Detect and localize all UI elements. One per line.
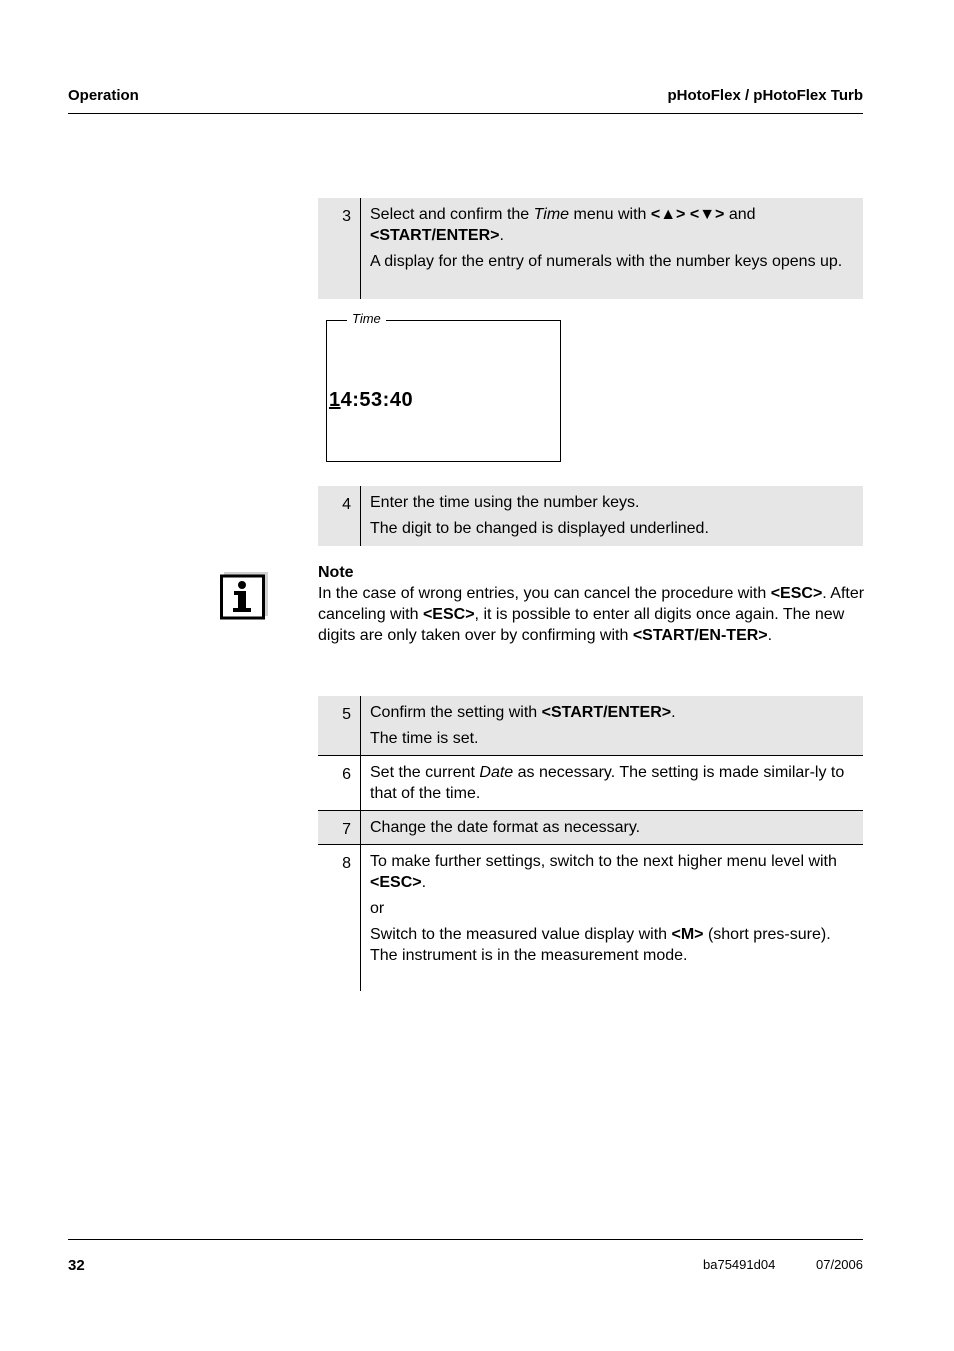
step-4 xyxy=(318,486,863,546)
step-5-result: The time is set. xyxy=(370,730,479,747)
step-text xyxy=(361,198,863,299)
key-label: <START/ENTER> xyxy=(370,227,500,244)
step-7 xyxy=(318,811,863,845)
step-8-option-2 xyxy=(370,924,853,966)
step-6 xyxy=(318,756,863,811)
step-5-instruction xyxy=(370,702,853,723)
text-run: menu with xyxy=(569,206,651,223)
time-digits: 4:53:40 xyxy=(340,389,414,411)
text-run: . xyxy=(671,704,676,721)
step-3-result: A display for the entry of numerals with the number keys opens up. xyxy=(370,253,843,270)
text-run: Confirm the setting with xyxy=(370,704,542,721)
step-3 xyxy=(318,198,863,299)
step-number: 5 xyxy=(318,696,361,755)
step-4-result: The digit to be changed is displayed underlined. xyxy=(370,520,709,537)
key-label: <START/ENTER> xyxy=(541,704,672,721)
header-rule xyxy=(68,113,863,114)
step-number: 6 xyxy=(318,756,361,810)
step-table-2 xyxy=(318,486,863,546)
key-label: <▲> <▼> xyxy=(650,206,725,223)
step-text xyxy=(361,486,863,546)
menu-name: Date xyxy=(479,764,514,781)
text-run: . xyxy=(421,874,427,891)
step-number: 7 xyxy=(318,811,361,844)
text-run: In the case of wrong entries, you can cancel the procedure with xyxy=(318,585,771,602)
step-8-result: The instrument is in the measurement mode. xyxy=(370,947,688,964)
info-icon xyxy=(220,572,268,620)
step-table-1 xyxy=(318,198,863,299)
step-text xyxy=(361,696,863,755)
step-8-option-1 xyxy=(370,851,853,893)
step-6-instruction xyxy=(370,762,853,804)
text-run: . xyxy=(767,627,773,644)
step-7-instruction: Change the date format as necessary. xyxy=(370,819,641,836)
step-text xyxy=(361,845,863,991)
step-8-or: or xyxy=(370,900,385,917)
key-label: <ESC> xyxy=(422,606,475,623)
document-date: 07/2006 xyxy=(816,1257,863,1272)
menu-name: Time xyxy=(533,206,570,223)
step-4-instruction: Enter the time using the number keys. xyxy=(370,494,640,511)
text-run: To make further settings, switch to the next higher menu level with xyxy=(370,853,837,870)
key-label: <START/EN-TER> xyxy=(632,627,768,644)
text-run: as necessary. The setting is made similar-ly to that of the time. xyxy=(370,764,845,802)
text-run: Switch to the measured value display with xyxy=(370,926,672,943)
display-legend: Time xyxy=(347,311,386,326)
footer-rule xyxy=(68,1239,863,1240)
step-text xyxy=(361,756,863,810)
step-number: 8 xyxy=(318,845,361,991)
key-label: <ESC> xyxy=(370,874,422,891)
header-section: Operation xyxy=(68,87,139,104)
text-run: Select and confirm the xyxy=(370,206,534,223)
step-text xyxy=(361,811,863,844)
step-5 xyxy=(318,696,863,756)
time-value xyxy=(329,389,413,412)
text-run: (short pres-sure). xyxy=(703,926,831,943)
key-label: <M> xyxy=(671,926,704,943)
text-run: . xyxy=(499,227,504,244)
cursor-digit: 1 xyxy=(329,389,341,411)
step-8 xyxy=(318,845,863,991)
step-number: 4 xyxy=(318,486,361,546)
text-run: , it is possible to enter all digits once again. The new digits are only taken over by confirming with xyxy=(318,606,845,644)
step-3-instruction xyxy=(370,204,853,246)
time-display xyxy=(326,311,561,462)
note-block xyxy=(318,562,866,646)
text-run: . After canceling with xyxy=(318,585,865,623)
note-title: Note xyxy=(318,564,354,581)
note-text xyxy=(318,583,866,646)
step-number: 3 xyxy=(318,198,361,299)
document-code: ba75491d04 xyxy=(703,1257,776,1272)
key-label: <ESC> xyxy=(770,585,823,602)
text-run: Set the current xyxy=(370,764,480,781)
step-table-3 xyxy=(318,696,863,991)
page-number: 32 xyxy=(68,1257,85,1274)
text-run: and xyxy=(724,206,756,223)
header-product: pHotoFlex / pHotoFlex Turb xyxy=(667,87,863,104)
